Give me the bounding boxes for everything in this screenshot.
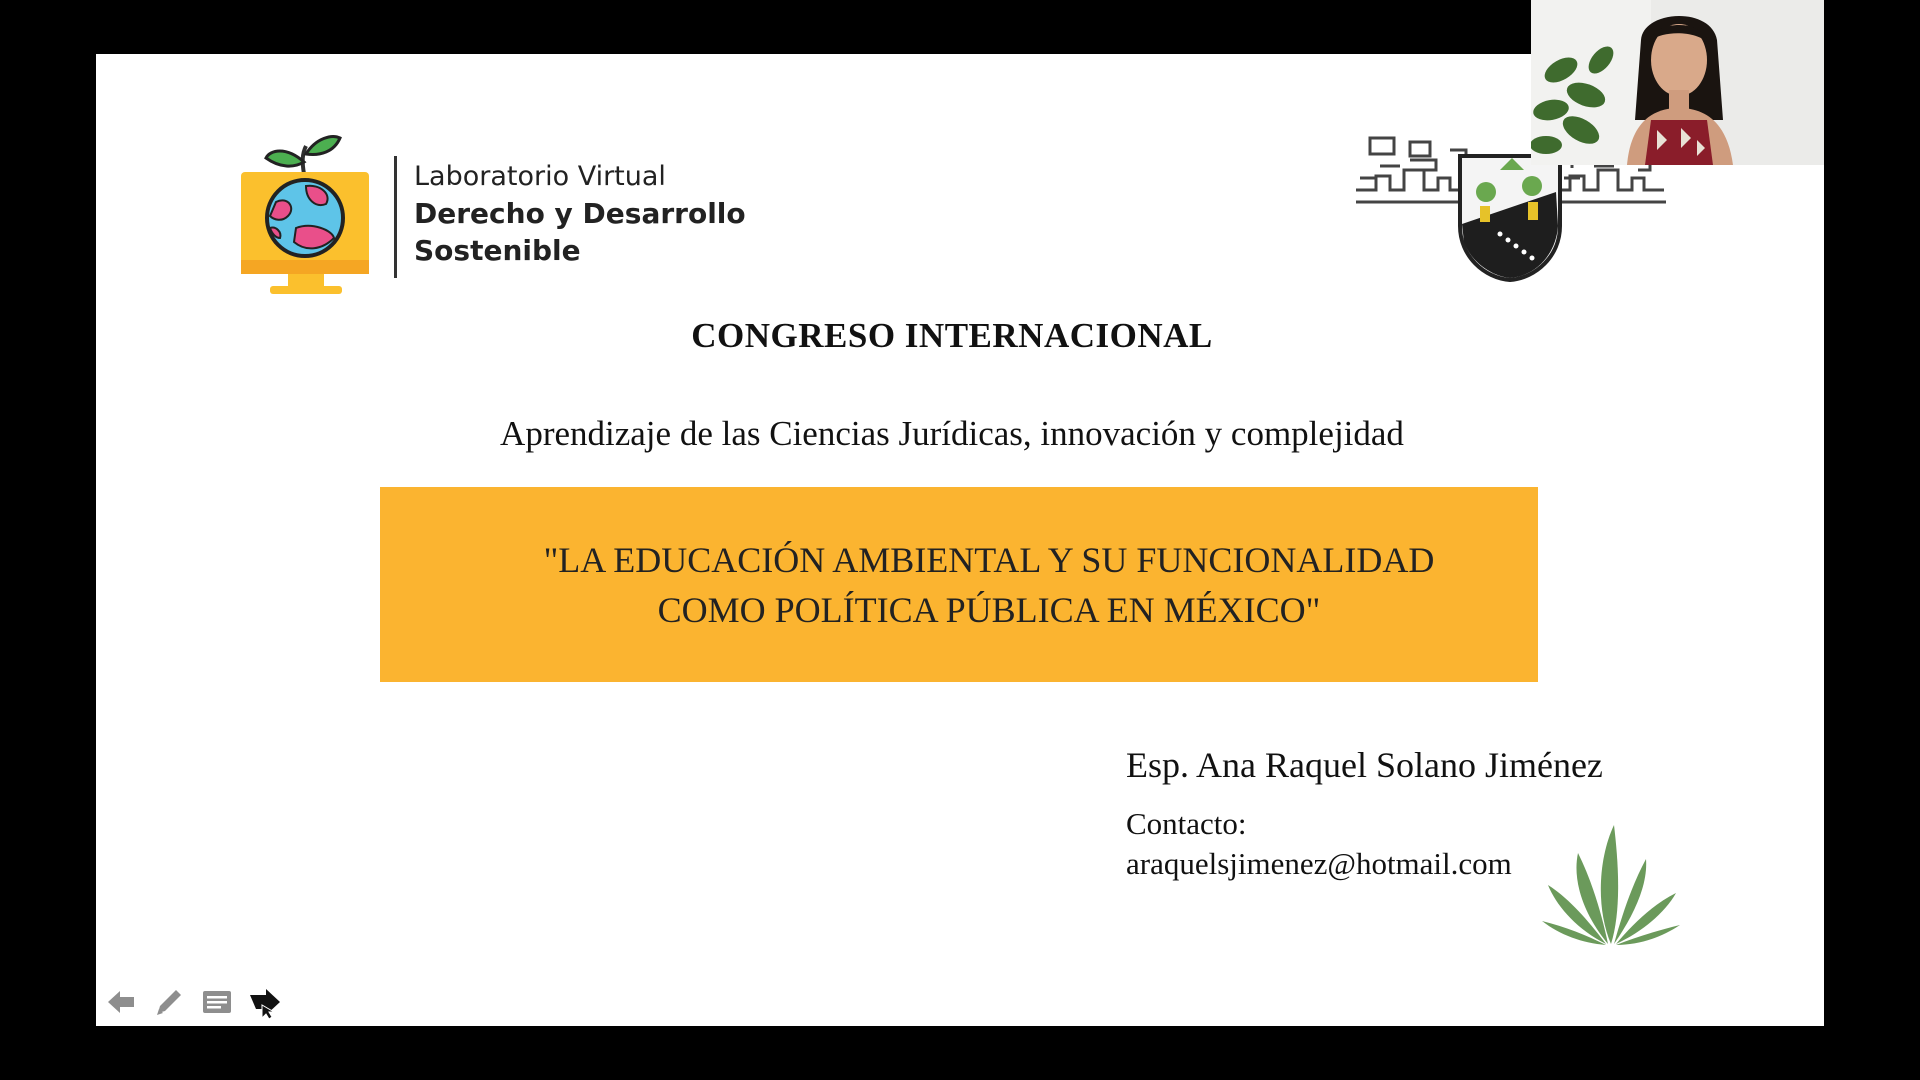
congress-title: CONGRESO INTERNACIONAL bbox=[691, 316, 1213, 355]
contact-email: araquelsjimenez@hotmail.com bbox=[1126, 846, 1512, 881]
congress-subtitle: Aprendizaje de las Ciencias Jurídicas, innovación y complejidad bbox=[500, 414, 1404, 453]
lab-name-line2: Derecho y Desarrollo bbox=[414, 197, 746, 230]
talk-title-banner bbox=[380, 487, 1538, 682]
contact-label: Contacto: bbox=[1126, 806, 1247, 841]
presenter-webcam bbox=[1531, 0, 1824, 165]
lab-logo-icon bbox=[236, 124, 376, 302]
slideshow-controls bbox=[104, 982, 282, 1022]
slide-menu-button[interactable] bbox=[200, 985, 234, 1019]
presenter-video-icon bbox=[1531, 0, 1824, 165]
pointer-tool-button[interactable] bbox=[248, 985, 282, 1019]
previous-slide-button[interactable] bbox=[104, 985, 138, 1019]
logo-divider bbox=[394, 156, 397, 278]
lab-name bbox=[414, 158, 746, 269]
presentation-slide bbox=[96, 54, 1824, 1026]
menu-icon bbox=[200, 985, 234, 1019]
lab-name-line3: Sostenible bbox=[414, 234, 581, 267]
talk-title: "LA EDUCACIÓN AMBIENTAL Y SU FUNCIONALIDAD COMO POLÍTICA PÚBLICA EN MÉXICO" bbox=[543, 540, 1435, 630]
pointer-icon bbox=[248, 985, 282, 1019]
pen-icon bbox=[152, 985, 186, 1019]
speaker-name: Esp. Ana Raquel Solano Jiménez bbox=[1126, 745, 1603, 785]
arrow-left-icon bbox=[104, 985, 138, 1019]
agave-plant-icon bbox=[1536, 819, 1686, 949]
lab-name-line1: Laboratorio Virtual bbox=[414, 161, 666, 192]
pen-tool-button[interactable] bbox=[152, 985, 186, 1019]
